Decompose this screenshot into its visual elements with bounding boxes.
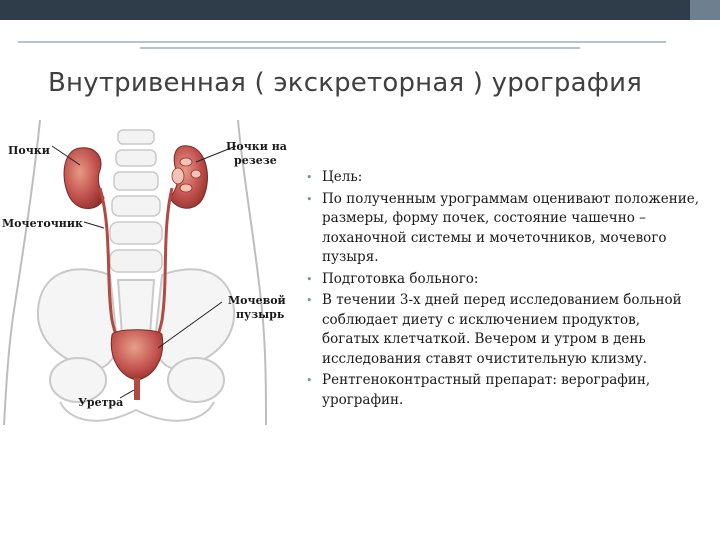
- bullet-item: • В течении 3-х дней перед исследованием больной соблюдает диету с исключением продуктов, богатых клетчаткой. Вечером и утром в день исследования ставят очистительную клизму.: [306, 292, 682, 367]
- header-rule-1: [18, 41, 666, 43]
- header-rule-2: [140, 47, 580, 49]
- label-ureter: Мочеточник: [2, 217, 83, 230]
- bullet-list: [300, 168, 700, 412]
- slide-title: Внутривенная ( экскреторная ) урография: [48, 68, 643, 98]
- label-kidney-section-2: резезе: [234, 154, 277, 167]
- bullet-dot-icon: •: [306, 171, 313, 184]
- bullet-item: • Рентгеноконтрастный препарат: верографин, урографин.: [306, 372, 651, 408]
- label-urethra: Уретра: [78, 396, 124, 409]
- label-kidney-section-1: Почки на: [226, 140, 287, 153]
- bullet-dot-icon: •: [306, 192, 313, 206]
- bladder: [111, 330, 162, 380]
- bullet-item: • Подготовка больного:: [300, 270, 700, 290]
- bullet-dot-icon: •: [306, 374, 313, 387]
- header-bar-dark: [0, 0, 690, 20]
- urinary-system-figure: [0, 110, 300, 430]
- left-kidney: [64, 148, 104, 209]
- spine: [110, 130, 162, 272]
- header-bar-accent: [690, 0, 720, 20]
- urinary-system-illustration: [0, 110, 300, 430]
- bullet-dot-icon: •: [306, 294, 313, 307]
- header-bar: [0, 0, 720, 20]
- bullet-item: • По полученным урограммам оценивают положение, размеры, форму почек, состояние чашечно – лоханочной системы и мочеточников, мочевого пузыря.: [306, 190, 700, 265]
- label-bladder-1: Мочевой: [228, 294, 286, 307]
- label-kidneys: Почки: [8, 144, 50, 157]
- bullet-item: • Цель:: [300, 168, 700, 188]
- bullet-dot-icon: •: [306, 272, 313, 286]
- label-bladder-2: пузырь: [236, 308, 285, 321]
- urethra-tube: [134, 378, 140, 400]
